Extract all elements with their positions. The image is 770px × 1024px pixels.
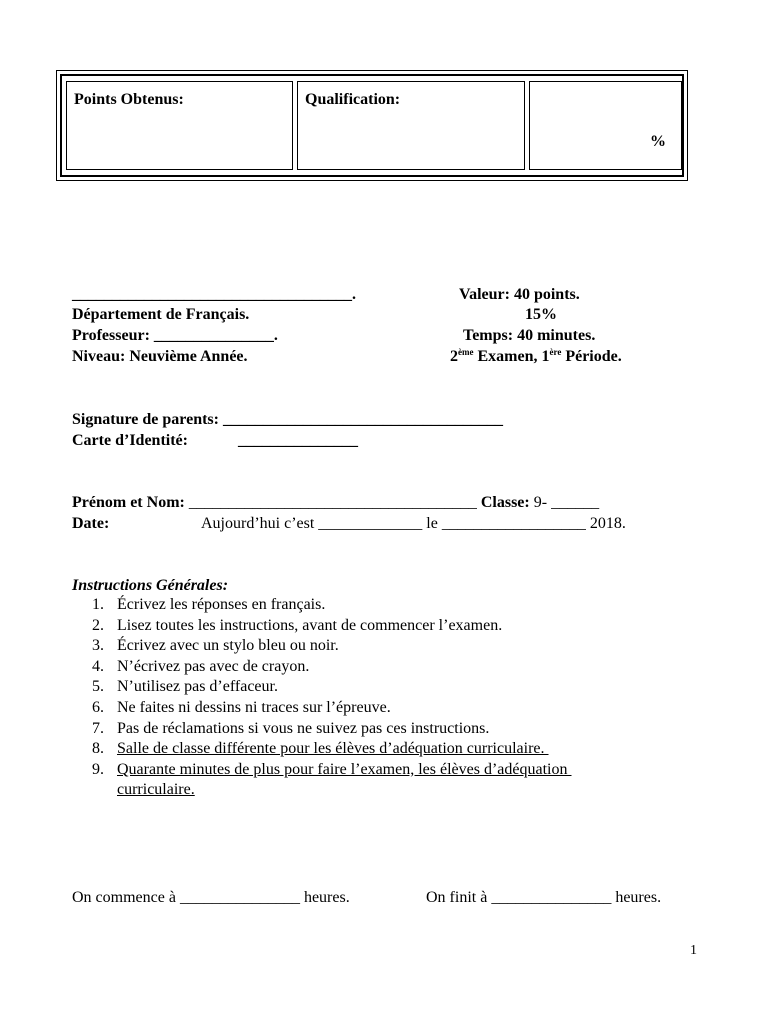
list-text: Salle de classe différente pour les élèves d’adéquation curriculaire.	[117, 740, 549, 758]
list-item	[72, 760, 672, 801]
department: Département de Français.	[72, 306, 250, 323]
score-box	[56, 70, 688, 181]
qualification-cell	[297, 81, 525, 170]
exam-label: Examen, 1	[473, 348, 550, 365]
list-item	[72, 677, 672, 698]
list-text: Lisez toutes les instructions, avant de commencer l’examen.	[117, 616, 503, 634]
points-label: Points Obtenus:	[74, 91, 184, 108]
name-label: Prénom et Nom:	[72, 494, 189, 511]
date-label: Date:	[72, 515, 110, 532]
list-item	[72, 616, 672, 637]
list-item	[72, 636, 672, 657]
parents-signature: Signature de parents: ___________________________________	[72, 411, 503, 428]
instructions-title: Instructions Générales:	[72, 577, 229, 594]
name-line: ____________________________________	[188, 494, 477, 511]
exam-time: Temps: 40 minutes.	[463, 327, 596, 344]
list-text: Écrivez avec un stylo bleu ou noir.	[117, 637, 339, 655]
id-card-line: _______________	[238, 432, 358, 449]
list-number: 6.	[92, 698, 104, 716]
instructions-list	[72, 595, 672, 801]
start-time: On commence à _______________ heures.	[72, 889, 350, 906]
list-text-continued: curriculaire.	[117, 781, 195, 799]
list-item	[72, 719, 672, 740]
list-number: 1.	[92, 596, 104, 613]
list-text: Pas de réclamations si vous ne suivez pas ces instructions.	[117, 719, 490, 737]
percent-cell	[529, 81, 682, 170]
id-card-label: Carte d’Identité:	[72, 432, 188, 449]
list-number: 2.	[92, 616, 104, 634]
list-number: 4.	[92, 657, 104, 675]
exam-value: Valeur: 40 points.	[459, 286, 580, 303]
list-text: Quarante minutes de plus pour faire l’examen, les élèves d’adéquation	[117, 760, 572, 778]
list-number: 5.	[92, 678, 104, 696]
exam-number: 2	[450, 348, 458, 365]
exam-number-suffix: ème	[458, 347, 474, 357]
level: Niveau: Neuvième Année.	[72, 348, 248, 365]
score-box-inner	[60, 74, 684, 177]
date-line: Aujourd’hui c’est _____________ le __________________ 2018.	[201, 515, 626, 532]
qualification-label: Qualification:	[305, 91, 401, 108]
student-name-row	[72, 495, 599, 511]
teacher: Professeur: _______________.	[72, 327, 278, 344]
list-item	[72, 595, 672, 616]
period-label: Période.	[561, 348, 622, 365]
list-item	[72, 739, 672, 760]
end-time: On finit à _______________ heures.	[426, 889, 662, 906]
class-value: 9- ______	[529, 494, 600, 511]
list-text: Ne faites ni dessins ni traces sur l’épreuve.	[117, 698, 391, 716]
percent-sign: %	[650, 133, 666, 150]
list-number: 9.	[92, 760, 104, 778]
exam-percent: 15%	[525, 306, 557, 323]
list-item	[72, 698, 672, 719]
list-text: Écrivez les réponses en français.	[117, 596, 326, 613]
page-number: 1	[690, 943, 697, 958]
exam-period	[450, 349, 622, 365]
list-number: 8.	[92, 740, 104, 758]
list-number: 7.	[92, 719, 104, 737]
list-text: N’écrivez pas avec de crayon.	[117, 657, 310, 675]
class-label: Classe:	[476, 494, 530, 511]
list-number: 3.	[92, 637, 104, 655]
list-text: N’utilisez pas d’effaceur.	[117, 678, 278, 696]
header-blank-line: ___________________________________.	[72, 286, 356, 303]
points-cell	[66, 81, 293, 170]
list-item	[72, 657, 672, 678]
period-number-suffix: ère	[549, 347, 562, 357]
